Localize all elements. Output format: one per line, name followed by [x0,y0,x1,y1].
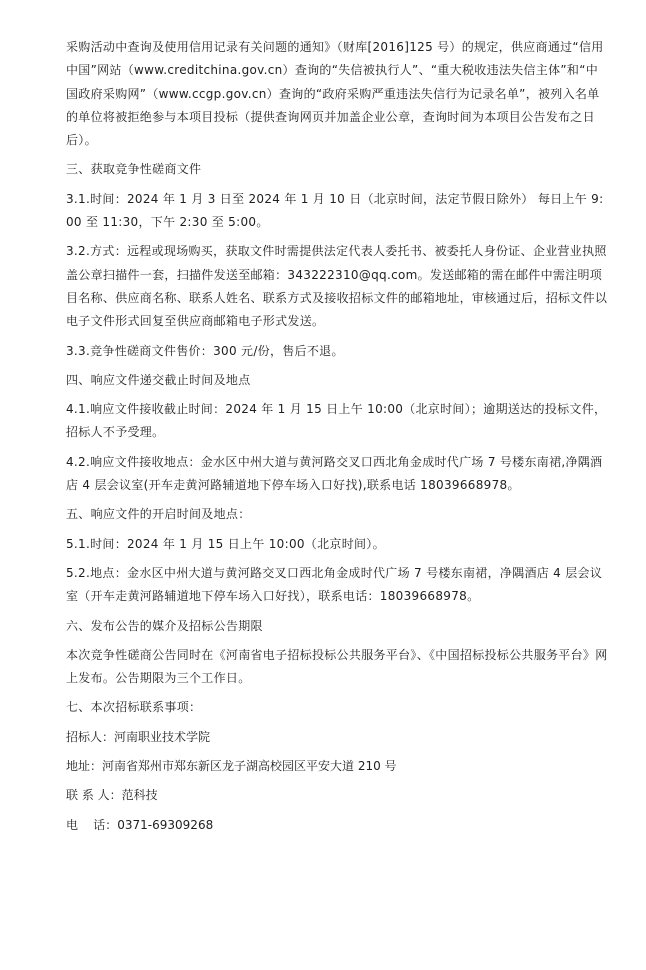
paragraph-3-1-time: 3.1.时间：2024 年 1 月 3 日至 2024 年 1 月 10 日（北京时间，法定节假日除外） 每日上午 9:00 至 11:30，下午 2:30 至 5:00。 [66,191,604,230]
contact-person-name: 范科技 [121,788,158,803]
contact-phone-number: 0371-69309268 [117,817,214,832]
heading-section-4: 四、响应文件递交截止时间及地点 [66,372,251,387]
heading-section-3: 三、获取竞争性磋商文件 [66,162,202,177]
paragraph-4-2-location: 4.2.响应文件接收地点：金水区中州大道与黄河路交叉口西北角金成时代广场 7 号楼东南裙,净隅酒店 4 层会议室(开车走黄河路辅道地下停车场入口好找),联系电话 18039668978。 [66,454,603,493]
contact-address: 地址：河南省郑州市郑东新区龙子湖高校园区平安大道 210 号 [66,759,397,774]
paragraph-5-1-time: 5.1.时间：2024 年 1 月 15 日上午 10:00（北京时间）。 [66,536,385,551]
paragraph-3-2-method: 3.2.方式：远程或现场购买，获取文件时需提供法定代表人委托书、被委托人身份证、企业营业执照盖公章扫描件一套，扫描件发送至邮箱：343222310@qq.com。发送邮箱的需在邮件中需注明项目名称、供应商名称、联系人姓名、联系方式及接收招标文件的邮箱地址，审核通过后，招标文件以电子文件形式回复至供应商邮箱电子形式发送。 [66,244,608,329]
heading-section-6: 六、发布公告的媒介及招标公告期限 [66,618,263,633]
paragraph-4-1-deadline: 4.1.响应文件接收截止时间：2024 年 1 月 15 日上午 10:00（北京时间）；逾期送达的投标文件，招标人不予受理。 [66,402,607,440]
paragraph-5-2-location: 5.2.地点：金水区中州大道与黄河路交叉口西北角金成时代广场 7 号楼东南裙，净隅酒店 4 层会议室（开车走黄河路辅道地下停车场入口好找），联系电话：18039668978。 [66,565,603,604]
document-body [66,36,610,837]
contact-person-label: 联 系 人： [66,788,122,803]
heading-section-7: 七、本次招标联系事项： [66,700,202,715]
contact-person-row [66,784,610,807]
heading-section-5: 五、响应文件的开启时间及地点： [66,507,251,522]
paragraph-credit-record: 采购活动中查询及使用信用记录有关问题的通知》（财库[2016]125 号）的规定，供应商通过“信用中国”网站（www.creditchina.gov.cn）查询的“失信被执行人”、“重大税收违法失信主体”和“中国政府采购网”（www.ccgp.gov.cn）查询的“政府采购严重违法失信行为记录名单”，被列入名单的单位将被拒绝参与本项目投标（提供查询网页并加盖企业公章，查询时间为本项目公告发布之日后）。 [66,40,604,148]
paragraph-publication-media: 本次竞争性磋商公告同时在《河南省电子招标投标公共服务平台》、《中国招标投标公共服务平台》网上发布。公告期限为三个工作日。 [66,647,608,686]
paragraph-3-3-price: 3.3.竞争性磋商文件售价：300 元/份，售后不退。 [66,343,344,358]
contact-block [66,726,610,837]
contact-phone-label: 电 话： [66,817,118,832]
contact-phone-row [66,814,610,837]
contact-tenderer: 招标人：河南职业技术学院 [66,729,211,744]
